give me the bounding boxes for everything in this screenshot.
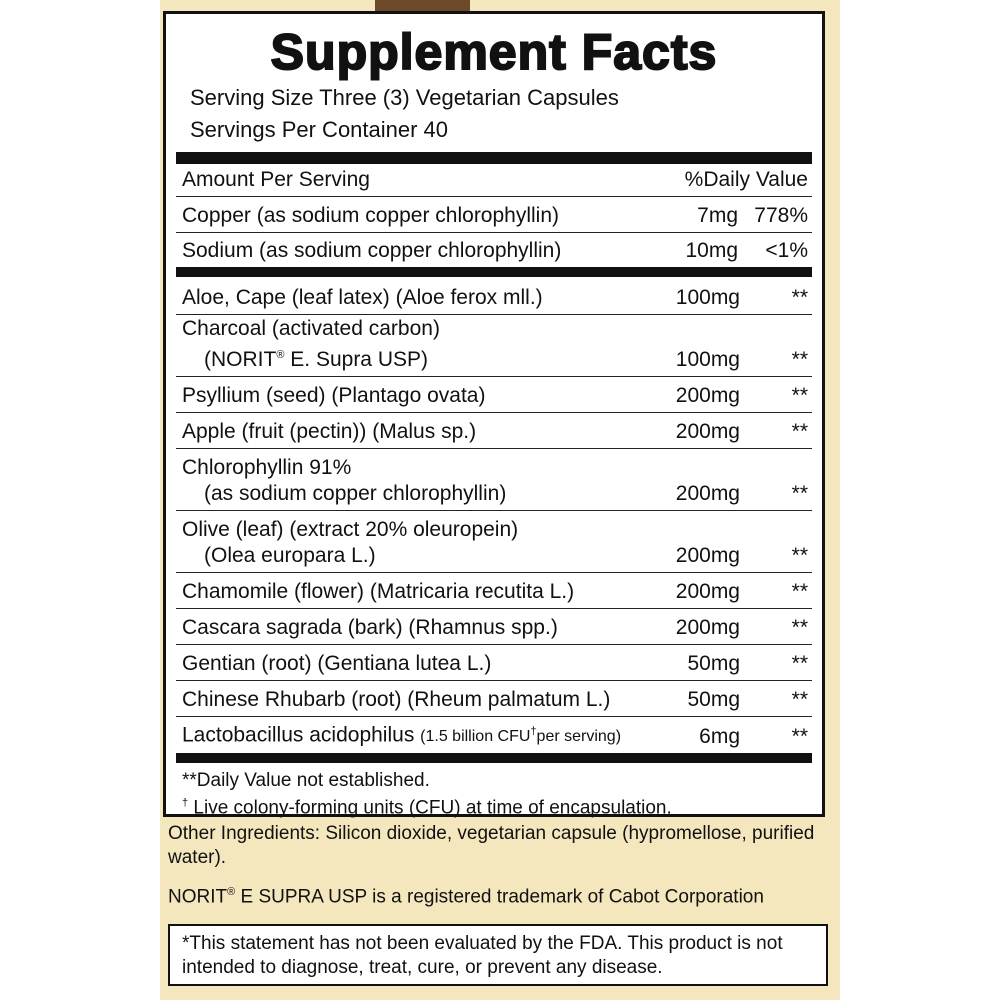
ingredient-amount: 200mg [675, 482, 740, 505]
registered-mark: ® [227, 886, 236, 898]
ingredient-line [182, 342, 660, 373]
ingredient-dv: ** [791, 482, 808, 505]
ingredient-dv: ** [791, 616, 808, 639]
ingredient-line: Charcoal (activated carbon) [182, 317, 440, 340]
nutrient-amount: 7mg [697, 204, 738, 227]
ingredient-name: Psyllium (seed) (Plantago ovata) [182, 384, 486, 407]
ingredient-text: Lactobacillus acidophilus [182, 723, 415, 746]
ingredient-amount: 200mg [675, 580, 740, 603]
nutrient-dv: <1% [765, 239, 808, 262]
divider-bar [176, 753, 812, 763]
dv-footnote: **Daily Value not established. [182, 770, 430, 791]
ingredient-line: (as sodium copper chlorophyllin) [204, 482, 507, 505]
table-header [176, 164, 812, 197]
table-row [176, 413, 812, 449]
cfu-note-inline [420, 725, 622, 745]
dagger-mark: † [182, 797, 189, 809]
nutrient-name: Copper (as sodium copper chlorophyllin) [182, 204, 560, 227]
fda-disclaimer: *This statement has not been evaluated by the FDA. This product is not intended to diagnose, treat, cure, or prevent any disease. [168, 924, 828, 986]
cfu-text: (1.5 billion CFU [420, 728, 531, 745]
dv-header: %Daily Value [684, 168, 808, 191]
table-row [176, 449, 812, 511]
ingredient-name [182, 719, 660, 750]
cfu-text: per serving) [536, 728, 622, 745]
registered-mark: ® [276, 349, 285, 361]
cfu-footnote-text: Live colony-forming units (CFU) at time of encapsulation. [188, 797, 672, 819]
table-row [176, 609, 812, 645]
ingredient-amount: 200mg [675, 544, 740, 567]
ingredient-dv: ** [791, 420, 808, 443]
trademark-notice [168, 880, 764, 909]
ingredient-amount: 100mg [675, 348, 740, 371]
supplement-facts-panel [163, 11, 825, 817]
table-row [176, 511, 812, 573]
ingredient-name [182, 316, 660, 373]
ingredient-dv: ** [791, 384, 808, 407]
dagger-mark: † [530, 725, 537, 738]
ingredient-dv: ** [791, 688, 808, 711]
ingredient-amount: 200mg [675, 420, 740, 443]
table-row [176, 717, 812, 753]
table-row [176, 377, 812, 413]
ingredient-name: Apple (fruit (pectin)) (Malus sp.) [182, 420, 477, 443]
ingredient-dv: ** [791, 286, 808, 309]
nutrient-amount: 10mg [685, 239, 738, 262]
table-row [176, 233, 812, 267]
ingredient-dv: ** [791, 652, 808, 675]
ingredient-text: E. Supra USP) [284, 348, 428, 371]
cfu-footnote [182, 792, 812, 819]
divider-bar [176, 267, 812, 277]
table-row [176, 681, 812, 717]
other-ingredients: Other Ingredients: Silicon dioxide, vegetarian capsule (hypromellose, purified water). [168, 823, 815, 868]
ingredient-dv: ** [791, 348, 808, 371]
ingredient-amount: 50mg [687, 652, 740, 675]
table-row [176, 277, 812, 315]
ingredient-name: Gentian (root) (Gentiana lutea L.) [182, 652, 492, 675]
ingredient-name: Chinese Rhubarb (root) (Rheum palmatum L.) [182, 688, 611, 711]
servings-per-container: Servings Per Container 40 [190, 117, 449, 142]
divider-bar [176, 152, 812, 164]
table-row [176, 197, 812, 233]
footnotes [176, 763, 812, 819]
ingredient-name [182, 517, 660, 569]
trademark-text: NORIT [168, 886, 228, 908]
ingredient-line: (Olea europara L.) [204, 544, 376, 567]
table-row [176, 573, 812, 609]
ingredient-dv: ** [791, 725, 808, 748]
amount-header: Amount Per Serving [182, 168, 370, 191]
ingredient-line: Chlorophyllin 91% [182, 456, 352, 479]
ingredient-amount: 50mg [687, 688, 740, 711]
table-row [176, 645, 812, 681]
ingredient-amount: 200mg [675, 616, 740, 639]
facts-title: Supplement Facts [270, 24, 718, 80]
nutrient-name: Sodium (as sodium copper chlorophyllin) [182, 239, 562, 262]
ingredient-amount: 100mg [675, 286, 740, 309]
ingredient-name: Chamomile (flower) (Matricaria recutita L.) [182, 580, 575, 603]
ingredient-amount: 6mg [699, 725, 740, 748]
serving-size: Serving Size Three (3) Vegetarian Capsules [190, 85, 619, 110]
ingredient-name [182, 455, 660, 507]
ingredient-dv: ** [791, 544, 808, 567]
nutrient-dv: 778% [754, 204, 808, 227]
ingredient-name: Aloe, Cape (leaf latex) (Aloe ferox mll.) [182, 286, 543, 309]
table-row [176, 315, 812, 377]
trademark-text: E SUPRA USP is a registered trademark of Cabot Corporation [235, 886, 764, 908]
ingredient-amount: 200mg [675, 384, 740, 407]
ingredient-dv: ** [791, 580, 808, 603]
ingredient-name: Cascara sagrada (bark) (Rhamnus spp.) [182, 616, 558, 639]
ingredient-text: (NORIT [204, 348, 277, 371]
ingredient-line: Olive (leaf) (extract 20% oleuropein) [182, 518, 519, 541]
